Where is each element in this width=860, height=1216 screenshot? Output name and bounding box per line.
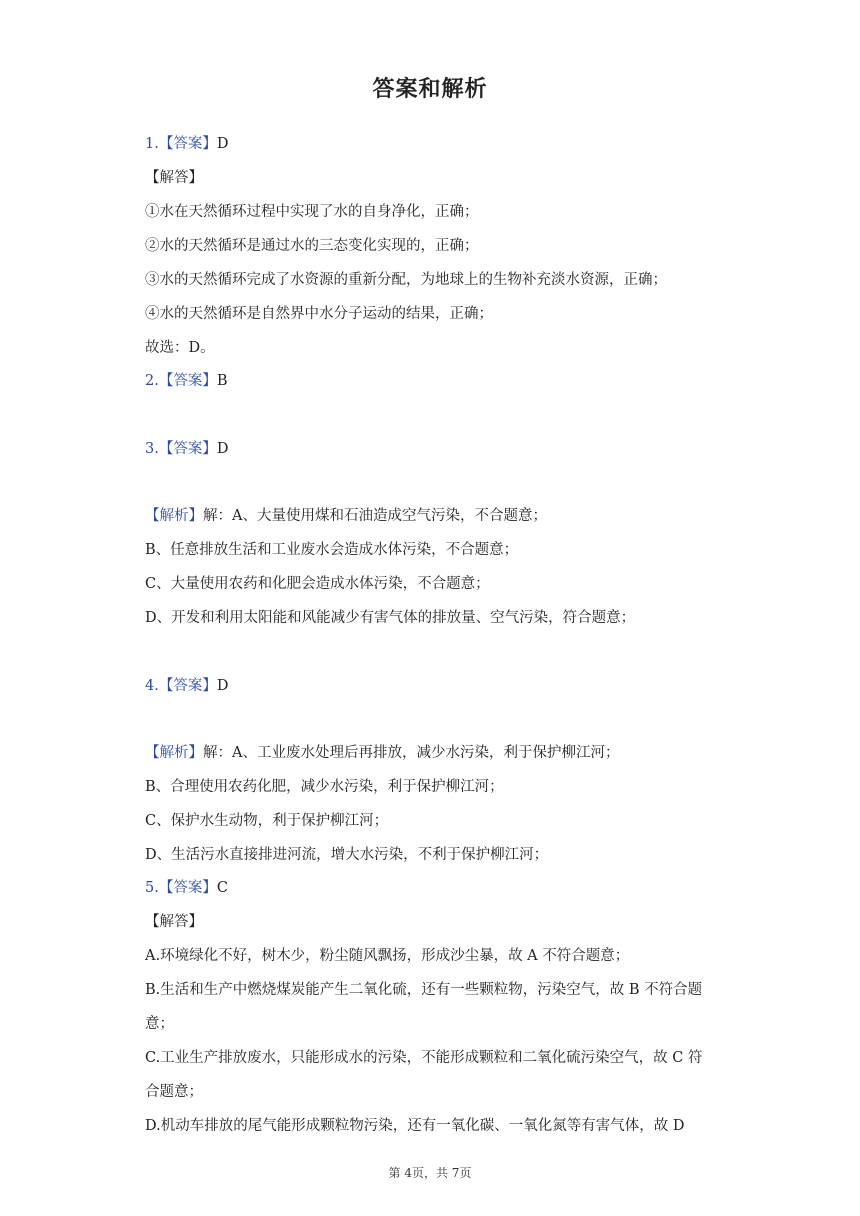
q4-analysis-tag: 【解析】 — [145, 745, 203, 761]
q1-answer-tag: 【答案】 — [158, 136, 217, 152]
q5-line-a: A.环境绿化不好，树木少，粉尘随风飘扬，形成沙尘暴，故 A 不符合题意； — [145, 948, 630, 964]
q3-number: 3. — [145, 441, 159, 457]
q4-answer-line — [145, 676, 228, 696]
q3-answer-line — [145, 439, 228, 459]
page-footer: 第 4页，共 7页 — [388, 1166, 472, 1180]
q1-solution-head: 【解答】 — [145, 170, 203, 186]
q3-analysis-line — [145, 506, 547, 526]
q2-answer-tag: 【答案】 — [158, 373, 217, 389]
q3-answer-tag: 【答案】 — [158, 441, 217, 457]
q4-analysis-first: 解：A、工业废水处理后再排放，减少水污染，利于保护柳江河； — [203, 745, 620, 761]
q4-answer: D — [216, 678, 229, 694]
q1-answer-line — [145, 134, 228, 154]
q1-line-1: ①水在天然循环过程中实现了水的自身净化，正确； — [145, 204, 479, 220]
q3-line-b: B、任意排放生活和工业废水会造成水体污染，不合题意； — [145, 542, 519, 558]
page-title: 答案和解析 — [372, 76, 488, 102]
q4-line-b: B、合理使用农药化肥，减少水污染，利于保护柳江河； — [145, 779, 504, 795]
q1-number: 1. — [145, 136, 159, 152]
q3-answer: D — [216, 441, 229, 457]
q1-answer: D — [216, 136, 229, 152]
q4-analysis-line — [145, 743, 619, 763]
q5-answer-line — [145, 878, 228, 898]
q5-line-b-cont: 意； — [145, 1016, 174, 1032]
q5-solution-head: 【解答】 — [145, 914, 203, 930]
q5-line-d: D.机动车排放的尾气能形成颗粒物污染，还有一氧化碳、一氧化氮等有害气体，故 D — [145, 1118, 685, 1134]
q3-line-c: C、大量使用农药和化肥会造成水体污染，不合题意； — [145, 576, 490, 592]
q4-number: 4. — [145, 678, 159, 694]
q1-line-2: ②水的天然循环是通过水的三态变化实现的，正确； — [145, 238, 479, 254]
q4-line-c: C、保护水生动物，利于保护柳江河； — [145, 813, 389, 829]
q4-line-d: D、生活污水直接排进河流，增大水污染，不利于保护柳江河； — [145, 847, 549, 863]
q3-analysis-first: 解：A、大量使用煤和石油造成空气污染，不合题意； — [203, 508, 547, 524]
q1-line-4: ④水的天然循环是自然界中水分子运动的结果，正确； — [145, 306, 493, 322]
q2-number: 2. — [145, 373, 159, 389]
q2-answer: B — [216, 373, 228, 389]
q2-answer-line — [145, 371, 228, 391]
q5-line-c-cont: 合题意； — [145, 1084, 203, 1100]
q5-number: 5. — [145, 880, 159, 896]
q1-line-3: ③水的天然循环完成了水资源的重新分配，为地球上的生物补充淡水资源，正确； — [145, 272, 667, 288]
q5-answer-tag: 【答案】 — [158, 880, 217, 896]
q3-analysis-tag: 【解析】 — [145, 508, 203, 524]
q4-answer-tag: 【答案】 — [158, 678, 217, 694]
q5-line-b: B.生活和生产中燃烧煤炭能产生二氧化硫，还有一些颗粒物，污染空气，故 B 不符合题 — [145, 982, 703, 998]
q3-line-d: D、开发和利用太阳能和风能减少有害气体的排放量、空气污染，符合题意； — [145, 610, 636, 626]
q5-answer: C — [216, 880, 228, 896]
q1-line-5: 故选：D。 — [145, 340, 215, 356]
q5-line-c: C.工业生产排放废水，只能形成水的污染，不能形成颗粒和二氧化硫污染空气，故 C 符 — [145, 1050, 703, 1066]
